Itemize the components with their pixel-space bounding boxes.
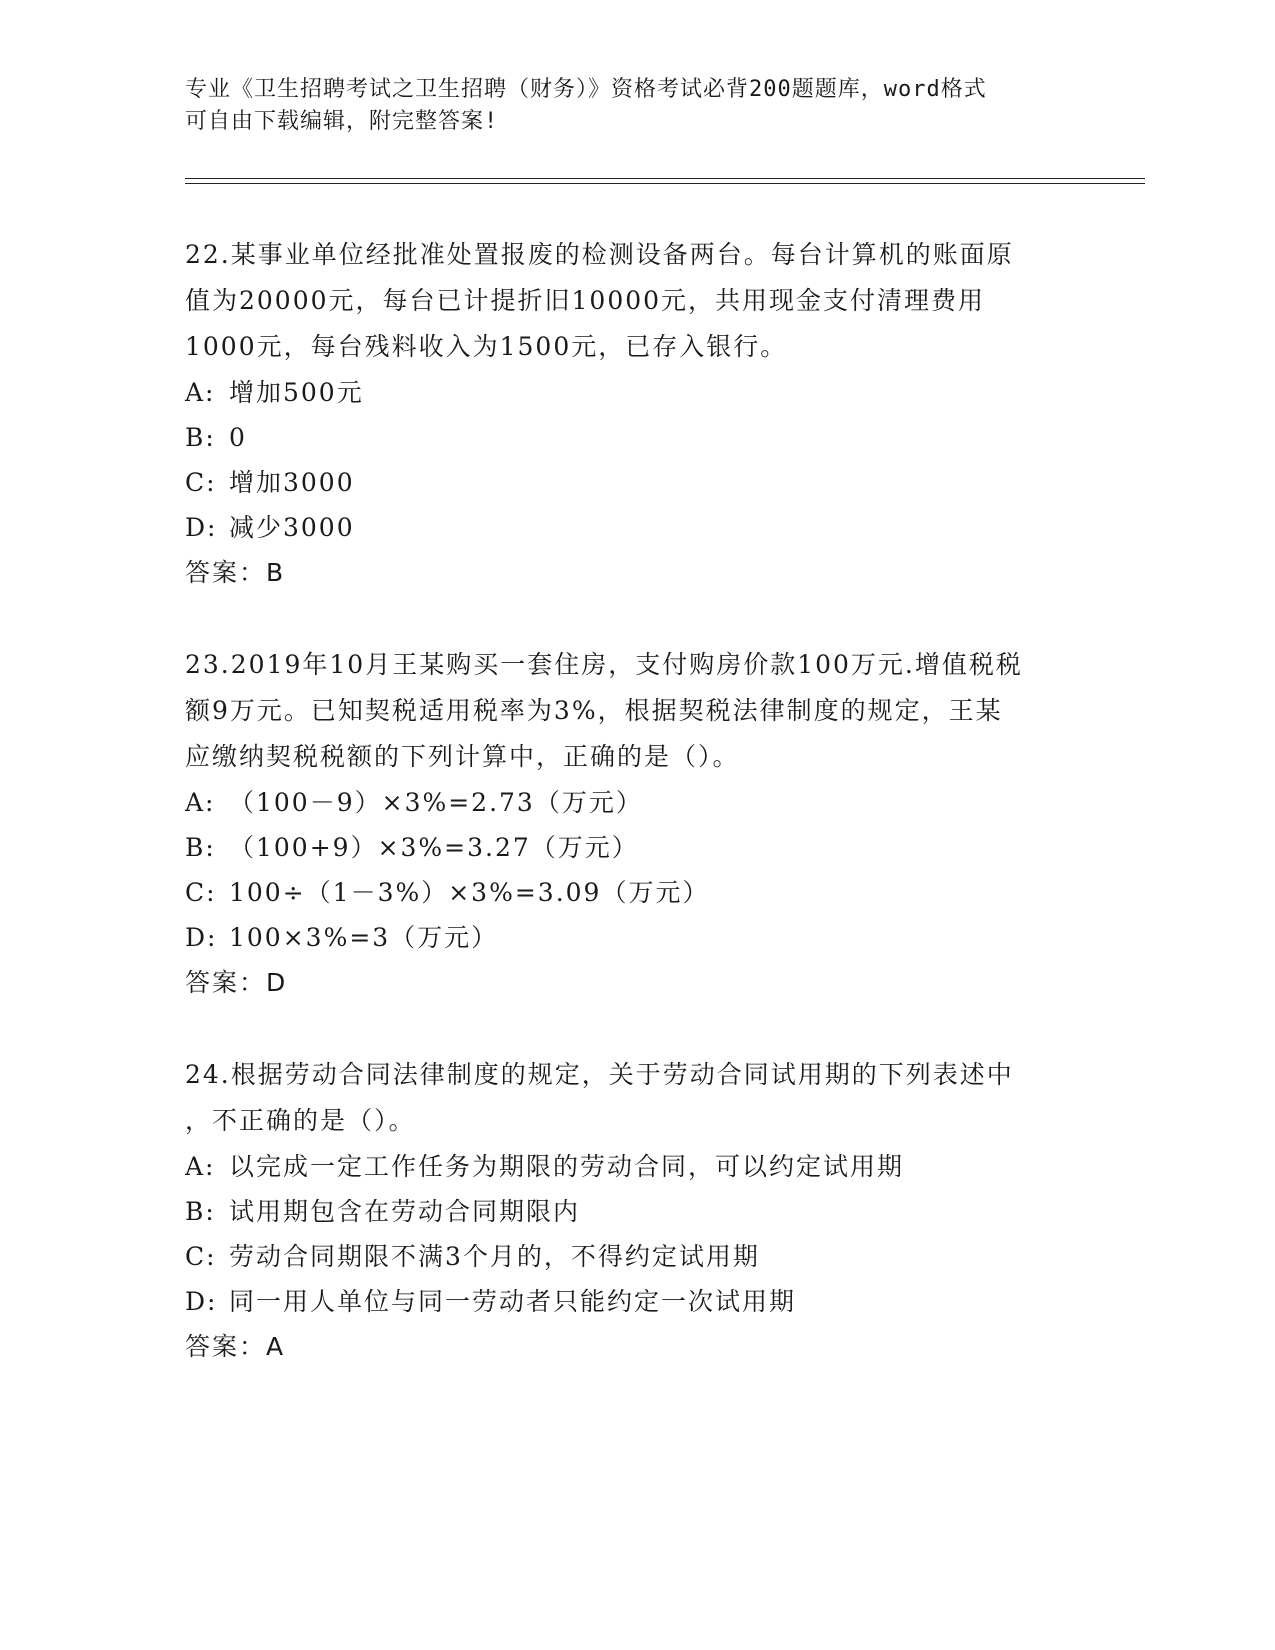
option-label: D:	[185, 513, 218, 542]
option-label: C:	[185, 878, 217, 907]
option-label: B:	[185, 833, 216, 862]
option-label: A:	[185, 378, 216, 407]
option-label: A:	[185, 1152, 216, 1181]
option-c	[185, 1234, 1085, 1279]
question-stem-line: 24.根据劳动合同法律制度的规定，关于劳动合同试用期的下列表述中	[185, 1060, 1014, 1089]
option-label: D:	[185, 923, 218, 952]
option-b	[185, 1189, 1085, 1234]
option-text: 劳动合同期限不满3个月的，不得约定试用期	[229, 1242, 760, 1271]
answer-line: 答案：A	[185, 1332, 286, 1361]
document-header	[185, 74, 1065, 138]
header-divider-top	[185, 178, 1145, 179]
question-stem-line: 22.某事业单位经批准处置报废的检测设备两台。每台计算机的账面原	[185, 240, 1014, 269]
option-text: 试用期包含在劳动合同期限内	[229, 1197, 581, 1226]
option-text: 100×3%=3（万元）	[229, 923, 499, 952]
option-b	[185, 825, 1085, 870]
header-line-1: 专业《卫生招聘考试之卫生招聘（财务）》资格考试必背200题题库，word格式	[185, 77, 987, 102]
option-label: C:	[185, 1242, 217, 1271]
question-stem-line: 23.2019年10月王某购买一套住房，支付购房价款100万元.增值税税	[185, 650, 1023, 679]
question-stem-line: 应缴纳契税税额的下列计算中，正确的是（）。	[185, 742, 740, 771]
question-stem-line: ，不正确的是（）。	[185, 1106, 416, 1135]
option-text: 增加500元	[229, 378, 364, 407]
header-divider-bottom	[185, 183, 1145, 184]
option-text: 减少3000	[229, 513, 355, 542]
option-b	[185, 415, 1085, 460]
question-22	[185, 232, 1085, 596]
answer-line: 答案：B	[185, 558, 286, 587]
option-text: 增加3000	[229, 468, 355, 497]
question-stem-line: 值为20000元，每台已计提折旧10000元，共用现金支付清理费用	[185, 286, 986, 315]
option-text: 100÷（1－3%）×3%=3.09（万元）	[229, 878, 710, 907]
option-d	[185, 505, 1085, 550]
option-d	[185, 1279, 1085, 1324]
option-c	[185, 870, 1085, 915]
option-text: 0	[229, 423, 247, 452]
option-label: D:	[185, 1287, 218, 1316]
option-d	[185, 915, 1085, 960]
question-24	[185, 1052, 1085, 1370]
option-a	[185, 1144, 1085, 1189]
option-text: （100+9）×3%=3.27（万元）	[229, 833, 639, 862]
header-line-2: 可自由下载编辑，附完整答案!	[185, 109, 499, 134]
option-label: B:	[185, 1197, 216, 1226]
question-stem-line: 1000元，每台残料收入为1500元，已存入银行。	[185, 332, 788, 361]
option-a	[185, 780, 1085, 825]
option-label: A:	[185, 788, 216, 817]
option-text: （100－9）×3%=2.73（万元）	[229, 788, 643, 817]
question-stem-line: 额9万元。已知契税适用税率为3%，根据契税法律制度的规定，王某	[185, 696, 1003, 725]
option-c	[185, 460, 1085, 505]
option-label: B:	[185, 423, 216, 452]
answer-line: 答案：D	[185, 968, 288, 997]
option-a	[185, 370, 1085, 415]
question-23	[185, 642, 1085, 1006]
option-text: 以完成一定工作任务为期限的劳动合同，可以约定试用期	[229, 1152, 905, 1181]
option-text: 同一用人单位与同一劳动者只能约定一次试用期	[229, 1287, 797, 1316]
option-label: C:	[185, 468, 217, 497]
